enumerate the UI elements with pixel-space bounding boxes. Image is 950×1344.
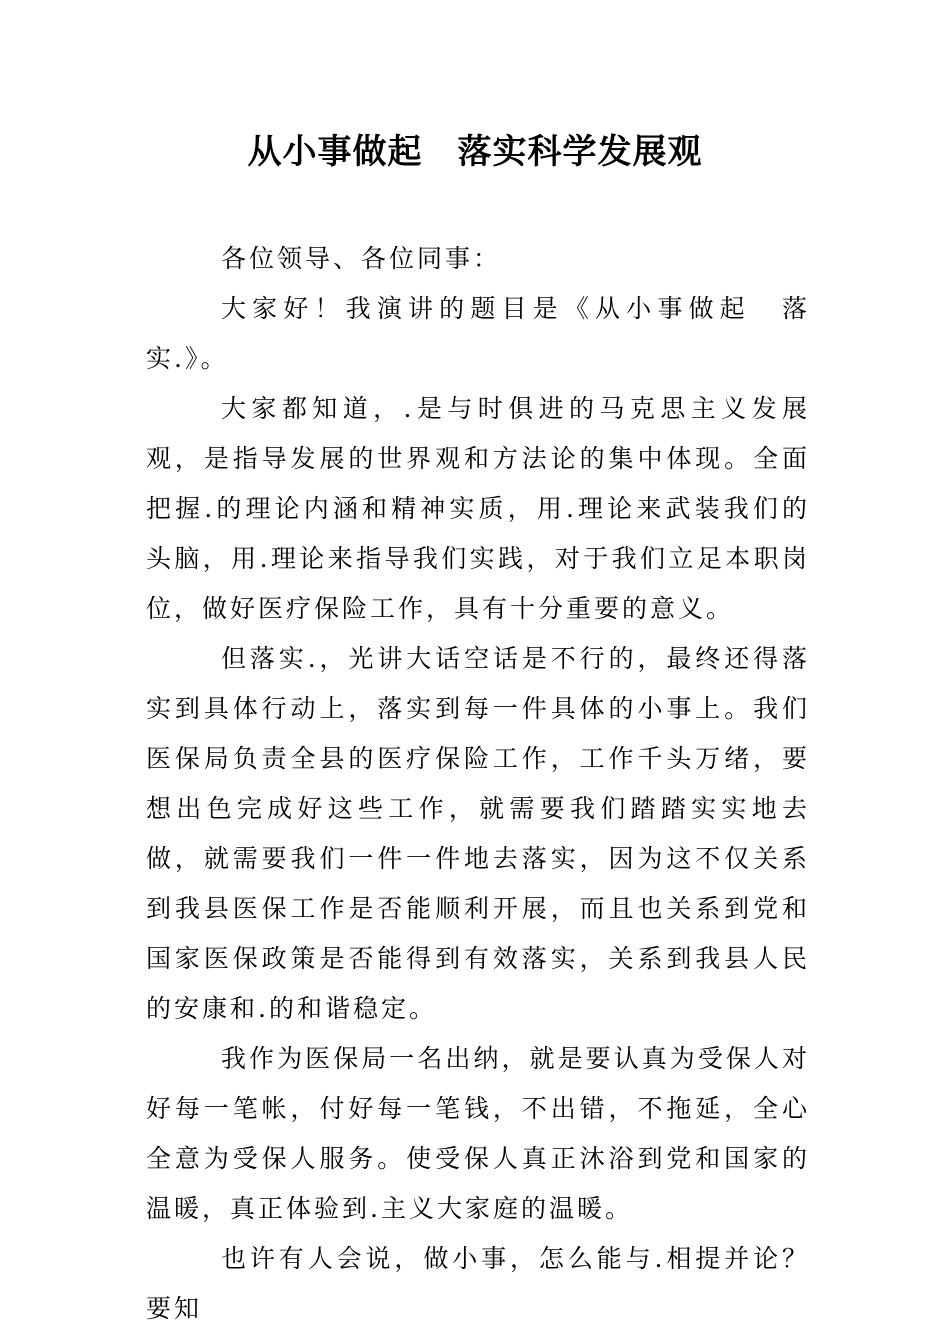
paragraph: 但落实.，光讲大话空话是不行的，最终还得落实到具体行动上，落实到每一件具体的小事上。我们医保局负责全县的医疗保险工作，工作千头万绪，要想出色完成好这些工作，就需要我们踏踏实实地去做，就需要我们一件一件地去落实，因为这不仅关系到我县医保工作是否能顺利开展，而且也关系到党和国家医保政策是否能得到有效落实，关系到我县人民的安康和.的和谐稳定。 [146,644,810,1023]
paragraph: 大家都知道，.是与时俱进的马克思主义发展观，是指导发展的世界观和方法论的集中体现。全面把握.的理论内涵和精神实质，用.理论来武装我们的头脑，用.理论来指导我们实践，对于我们立足本职岗位，做好医疗保险工作，具有十分重要的意义。 [146,394,810,623]
document-body [146,234,810,1334]
paragraph-greeting: 大家好！我演讲的题目是《从小事做起 落实.》。 [146,294,810,373]
paragraph: 也许有人会说，做小事，怎么能与.相提并论？要知 [146,1244,810,1323]
paragraph-salutation: 各位领导、各位同事： [221,244,502,273]
document-title: 从小事做起 落实科学发展观 [247,132,703,172]
paragraph: 我作为医保局一名出纳，就是要认真为受保人对好每一笔帐，付好每一笔钱，不出错，不拖延，全心全意为受保人服务。使受保人真正沐浴到党和国家的温暖，真正体验到.主义大家庭的温暖。 [146,1044,810,1223]
